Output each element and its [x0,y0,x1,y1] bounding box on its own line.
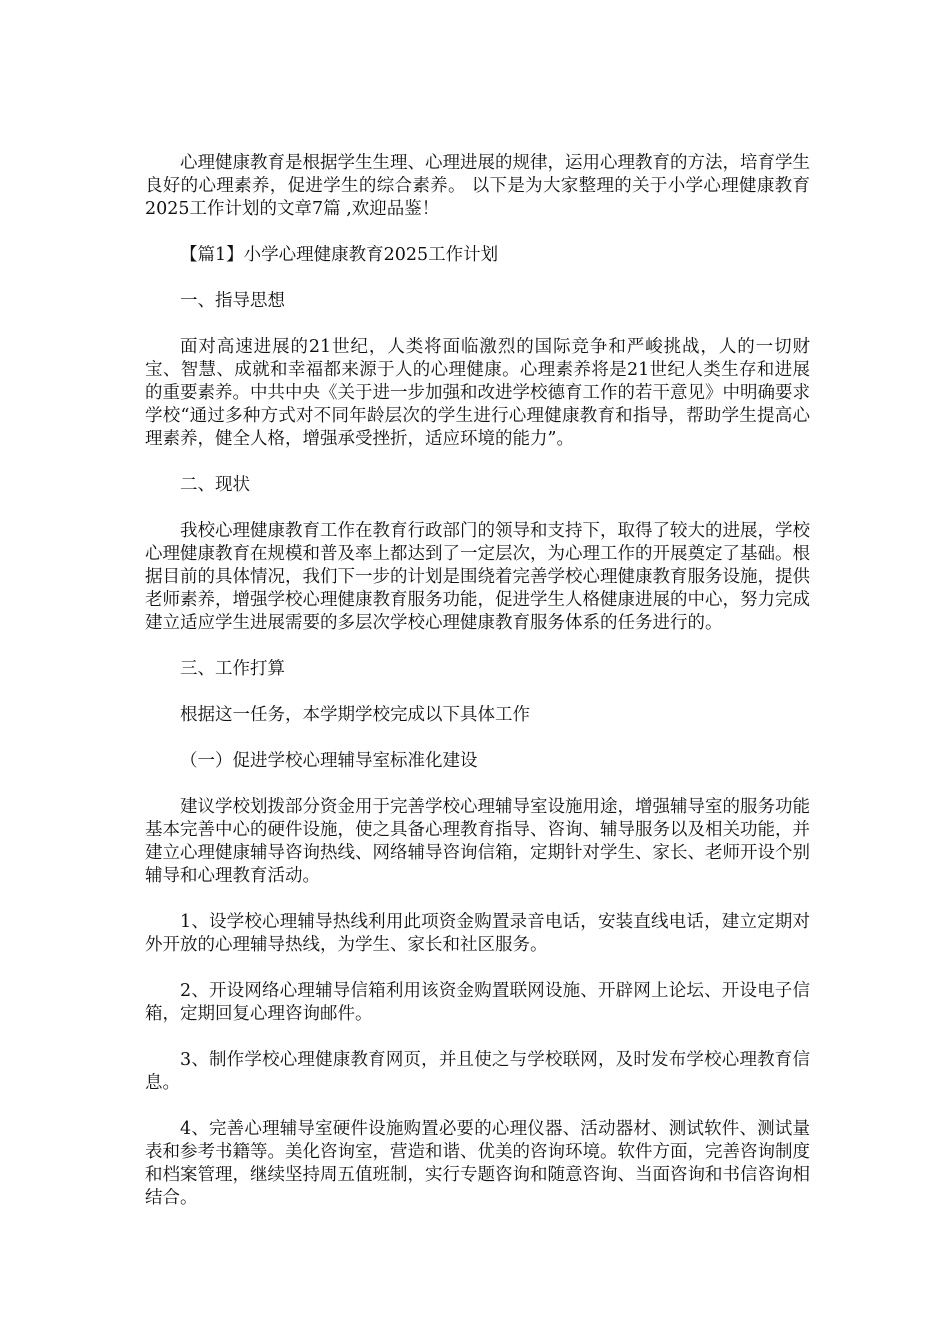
status-paragraph: 我校心理健康教育工作在教育行政部门的领导和支持下，取得了较大的进展，学校心理健康教育在规模和普及率上都达到了一定层次，为心理工作的开展奠定了基础。根据目前的具体情况，我们下一步的计划是围绕着完善学校心理健康教育服务设施，提供老师素养，增强学校心理健康教育服务功能，促进学生人格健康进展的中心，努力完成建立适应学生进展需要的多层次学校心理健康教育服务体系的任务进行的。 [145,521,810,633]
subsection-heading-counseling-room: （一）促进学校心理辅导室标准化建设 [180,751,478,771]
section-heading-guiding-ideology: 一、指导思想 [180,291,285,311]
counseling-room-paragraph: 建议学校划拨部分资金用于完善学校心理辅导室设施用途，增强辅导室的服务功能基本完善中心的硬件设施，使之具备心理教育指导、咨询、辅导服务以及相关功能，并建立心理健康辅导咨询热线、网络辅导咨询信箱，定期针对学生、家长、老师开设个别辅导和心理教育活动。 [145,797,810,886]
intro-paragraph: 心理健康教育是根据学生生理、心理进展的规律，运用心理教育的方法，培育学生良好的心理素养，促进学生的综合素养。 以下是为大家整理的关于小学心理健康教育2025工作计划的文章7篇 ,欢迎品鉴！ [145,153,810,219]
section-heading-status: 二、现状 [180,475,250,495]
document-body [145,152,810,1210]
list-item-online-mailbox: 2、开设网络心理辅导信箱利用该资金购置联网设施、开辟网上论坛、开设电子信箱，定期回复心理咨询邮件。 [145,981,810,1024]
list-item-hardware: 4、完善心理辅导室硬件设施购置必要的心理仪器、活动器材、测试软件、测试量表和参考书籍等。美化咨询室，营造和谐、优美的咨询环境。软件方面，完善咨询制度和档案管理，继续坚持周五值班制，实行专题咨询和随意咨询、当面咨询和书信咨询相结合。 [145,1119,810,1208]
article-title: 【篇1】小学心理健康教育2025工作计划 [180,245,499,265]
list-item-hotline: 1、设学校心理辅导热线利用此项资金购置录音电话，安装直线电话，建立定期对外开放的心理辅导热线，为学生、家长和社区服务。 [145,912,810,955]
guiding-ideology-paragraph: 面对高速进展的21世纪，人类将面临激烈的国际竞争和严峻挑战，人的一切财宝、智慧、成就和幸福都来源于人的心理健康。心理素养将是21世纪人类生存和进展的重要素养。中共中央《关于进一步加强和改进学校德育工作的若干意见》中明确要求学校“通过多种方式对不同年龄层次的学生进行心理健康教育和指导，帮助学生提高心理素养，健全人格，增强承受挫折，适应环境的能力”。 [145,337,810,449]
work-plan-intro: 根据这一任务，本学期学校完成以下具体工作 [180,705,530,725]
section-heading-work-plan: 三、工作打算 [180,659,285,679]
list-item-webpage: 3、制作学校心理健康教育网页，并且使之与学校联网，及时发布学校心理教育信息。 [145,1050,810,1093]
